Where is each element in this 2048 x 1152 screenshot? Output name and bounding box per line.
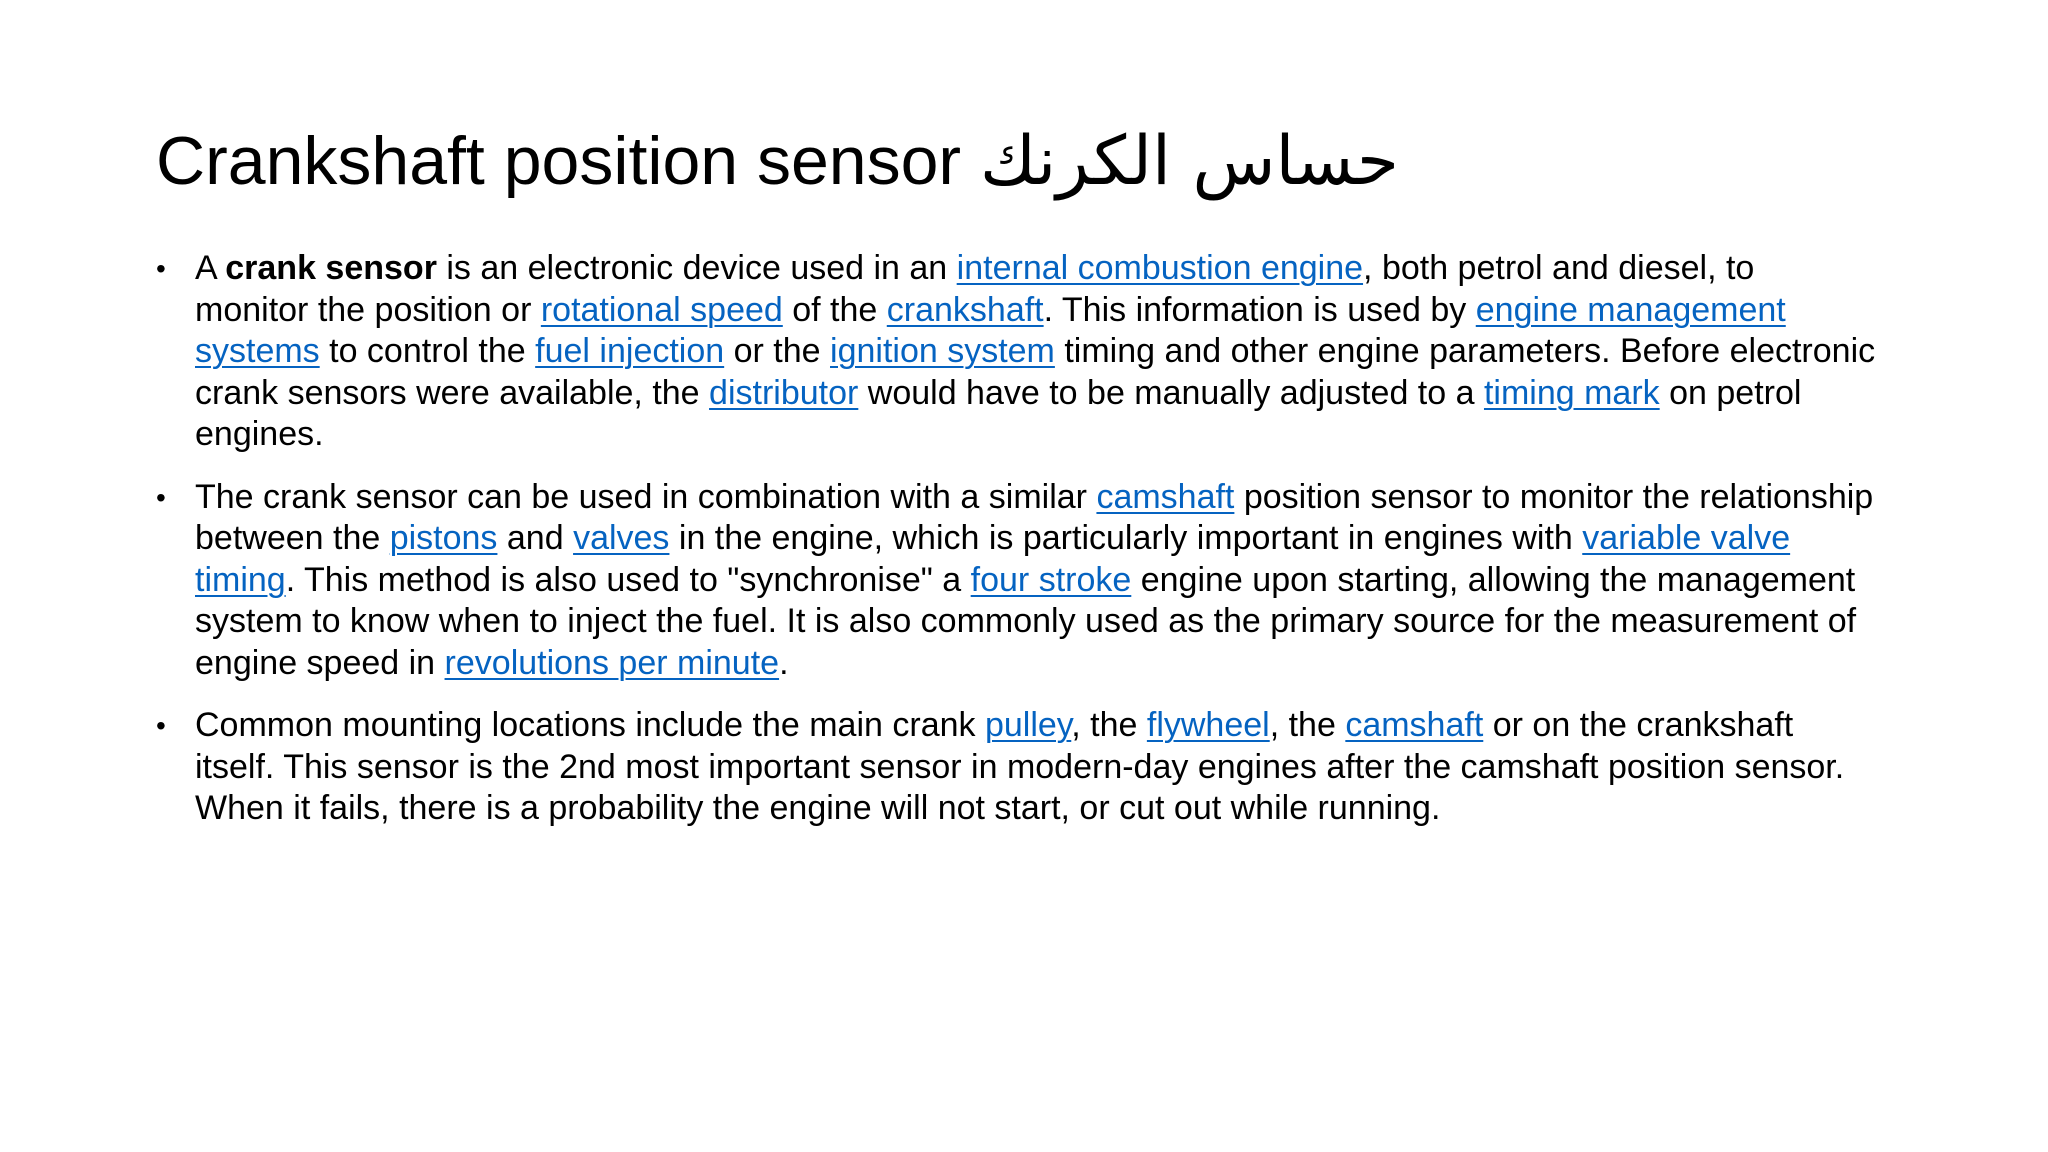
body-text: is an electronic device used in an [436,249,957,287]
bullet-item [156,248,1876,456]
wiki-link[interactable]: ignition system [830,332,1055,370]
body-text: or on the crankshaft itself. This sensor is the 2nd most important sensor in modern-day engines after the camshaft position sensor. When it fails, there is a probability the engine will not start, or cut out while running. [195,706,1845,827]
wiki-link[interactable]: rotational speed [540,290,783,329]
body-text: timing and other engine parameters. Before electronic crank sensors were available, the [195,332,1876,412]
wiki-link[interactable]: timing mark [1483,373,1660,412]
body-text: , the [1071,706,1147,744]
wiki-link[interactable]: pistons [389,519,498,557]
wiki-link[interactable]: fuel injection [535,332,725,370]
body-text: in the engine, which is particularly important in engines with [669,519,1583,557]
wiki-link[interactable]: internal combustion engine [956,249,1364,287]
bullet-item [156,705,1876,830]
body-text: engine upon starting, allowing the management system to know when to inject the fuel. It is also commonly used as the primary source for the measurement of engine speed in [195,560,1857,682]
page-title [156,124,1399,200]
body-text: of the [782,290,887,329]
body-text: . [779,643,789,682]
wiki-link[interactable]: pulley [984,706,1072,744]
wiki-link[interactable]: revolutions per minute [444,643,780,682]
body-text: would have to be manually adjusted to a [858,373,1484,412]
body-text: , both petrol and diesel, to monitor the position or [195,249,1755,329]
bullet-dot-icon: • [156,710,166,741]
body-text: . This method is also used to "synchronise" a [285,560,971,599]
wiki-link[interactable]: camshaft [1096,477,1235,516]
body-text: Common mounting locations include the main crank [195,706,985,744]
body-text: on petrol engines. [195,373,1802,453]
bullet-dot-icon: • [156,481,166,513]
body-text: A [195,249,226,287]
wiki-link[interactable]: crankshaft [886,290,1044,329]
body-text: position sensor to monitor the relationship between the [195,477,1874,557]
body-text: The crank sensor can be used in combination with a similar [195,477,1097,516]
bullet-list [156,248,1876,851]
bold-term: crank sensor [225,249,437,287]
wiki-link[interactable]: camshaft [1345,706,1484,744]
body-text: to control the [319,332,536,370]
bullet-dot-icon: • [156,253,166,284]
title-arabic: حساس الكرنك [979,122,1399,201]
body-text: and [497,519,574,557]
title-english: Crankshaft position sensor [156,123,962,199]
wiki-link[interactable]: flywheel [1146,706,1270,744]
wiki-link[interactable]: valves [573,519,670,557]
wiki-link[interactable]: engine management systems [195,290,1786,370]
body-text: , the [1269,706,1346,744]
bullet-item [156,477,1876,685]
wiki-link[interactable]: four stroke [970,560,1132,599]
body-text: or the [724,332,831,370]
wiki-link[interactable]: variable valve timing [195,519,1791,599]
wiki-link[interactable]: distributor [709,373,859,412]
body-text: . This information is used by [1043,290,1476,329]
